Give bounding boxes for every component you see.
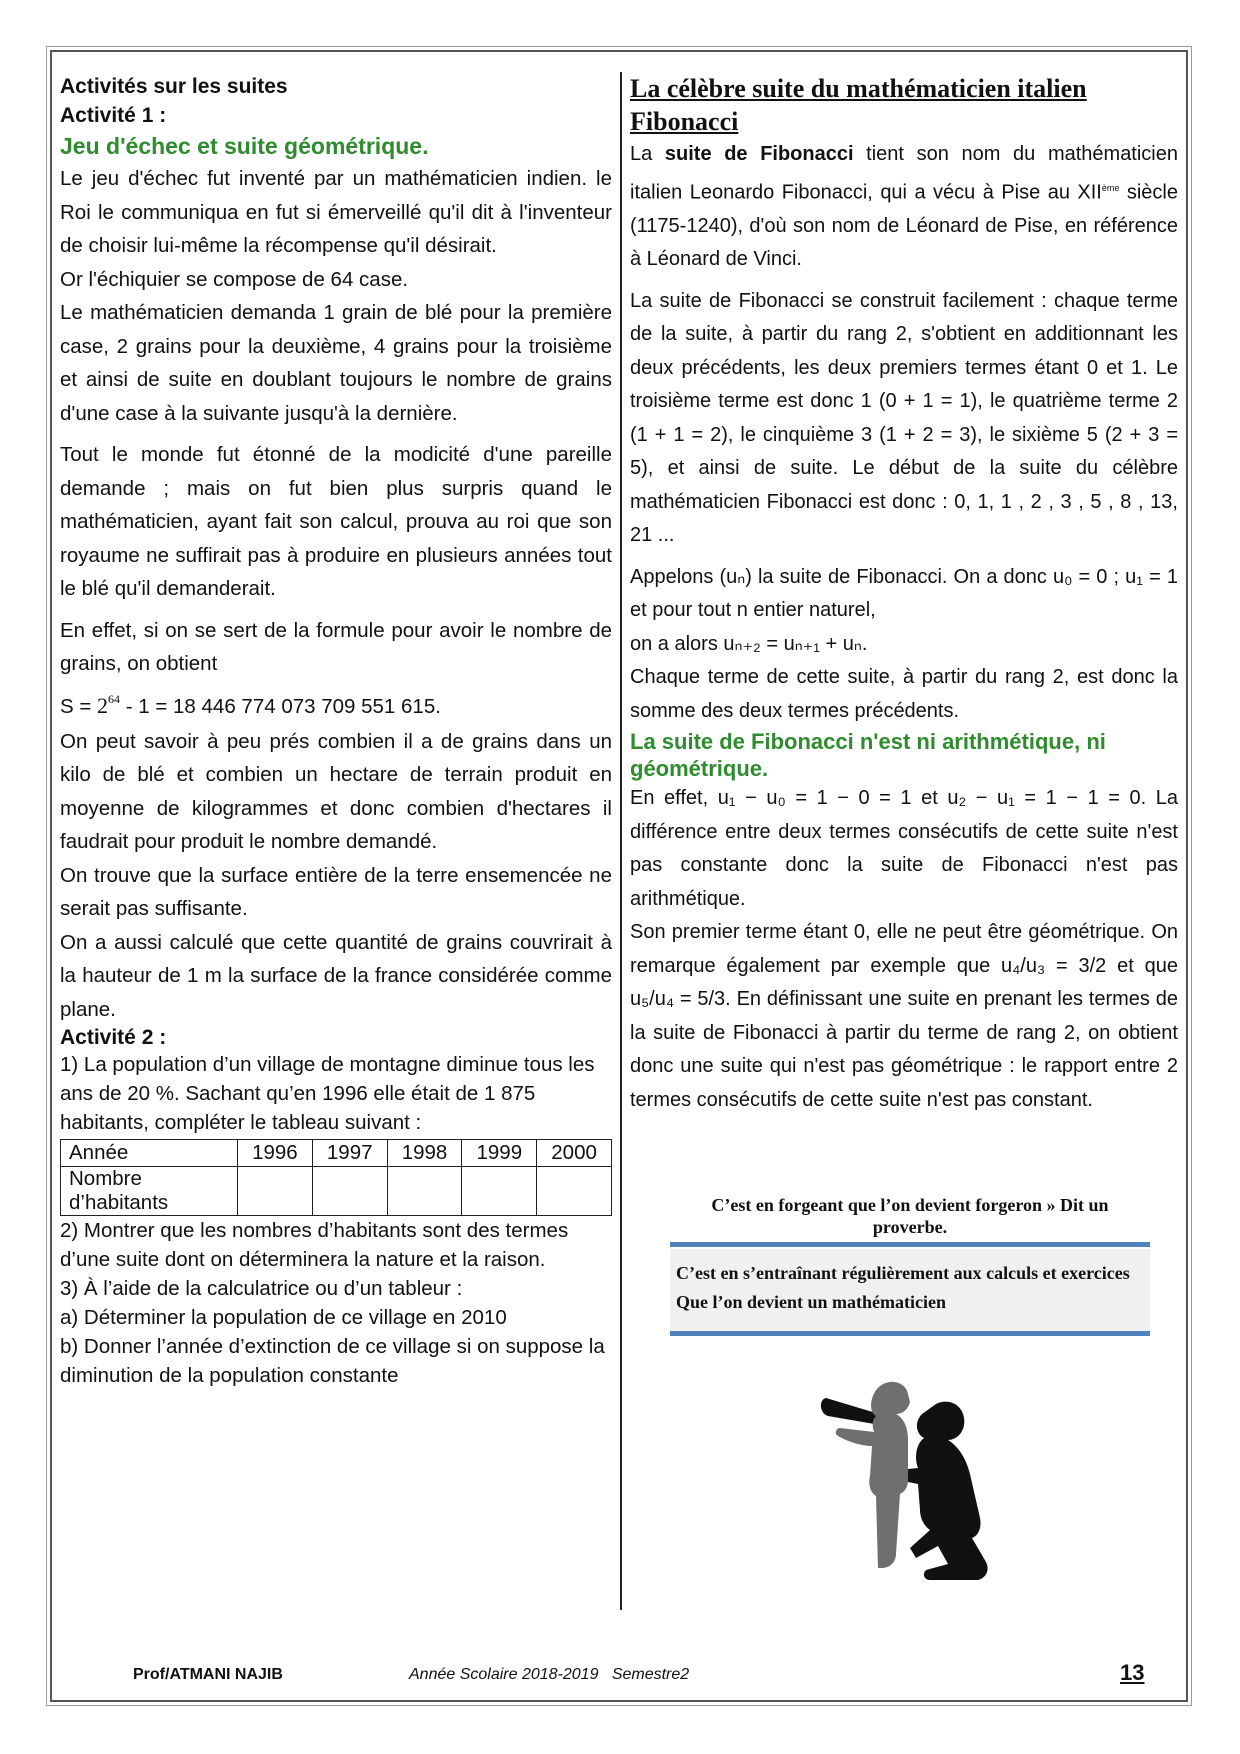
activity1-paragraph-6: On peut savoir à peu prés combien il a de grains dans un kilo de blé et combien un hectare de terrain produit en moyenne de kilogrammes et donc combien d'hectares il faudrait pour produit le nombre demandé.: [60, 729, 612, 853]
activity2-question-3a: a) Déterminer la population de ce village en 2010: [60, 1306, 507, 1329]
activity1-paragraph-7: On trouve que la surface entière de la terre ensemencée ne serait pas suffisante.: [60, 863, 612, 920]
teacher-child-silhouette-image: [808, 1376, 1026, 1594]
column-divider: [620, 72, 622, 1610]
activity2-label: Activité 2 :: [60, 1026, 167, 1049]
fibonacci-paragraph-3: Appelons (uₙ) la suite de Fibonacci. On a donc u₀ = 0 ; u₁ = 1 et pour tout n entier naturel,: [630, 565, 1178, 622]
activity1-paragraph-4: Tout le monde fut étonné de la modicité d'une pareille demande ; mais on fut bien plus surpris quand le mathématicien, ayant fait son calcul, prouva au roi que son royaume ne suffirait pas à produire en plusieurs années tout le blé qu'il demanderait.: [60, 443, 612, 600]
superscript: ème: [1101, 182, 1120, 193]
formula-exponent: 64: [108, 691, 121, 706]
table-year-cell: 1997: [312, 1140, 387, 1167]
fibonacci-paragraph-4: on a alors uₙ₊₂ = uₙ₊₁ + uₙ.: [630, 632, 868, 655]
quote-box: [670, 1190, 1150, 1336]
fibonacci-paragraph-2: La suite de Fibonacci se construit facilement : chaque terme de la suite, à partir du rang 2, s'obtient en additionnant les deux précédents, les deux premiers termes étant 0 et 1. Le troisième terme est donc 1 (0 + 1 = 1), le quatrième terme 2 (1 + 1 = 2), le cinquième 3 (1 + 2 = 3), le sixième 5 (2 + 3 = 5), et ainsi de suite. Le début de la suite du célèbre mathématicien Fibonacci est donc : 0, 1, 1 , 2 , 3 , 5 , 8 , 13, 21 ...: [630, 289, 1178, 547]
activity1-paragraph-5: En effet, si on se sert de la formule pour avoir le nombre de grains, on obtient: [60, 618, 612, 675]
footer-author: Prof/ATMANI NAJIB: [133, 1666, 283, 1683]
table-row: [61, 1140, 612, 1167]
activity1-title: Jeu d'échec et suite géométrique.: [60, 133, 429, 159]
fibonacci-title: La célèbre suite du mathématicien italien Fibonacci: [630, 74, 1087, 136]
text-run: La: [630, 143, 665, 165]
left-column: [60, 72, 612, 1390]
bold-term: suite de Fibonacci: [664, 143, 854, 165]
table-empty-cell[interactable]: [238, 1167, 313, 1216]
table-row: [61, 1167, 612, 1216]
activity1-label: Activité 1 :: [60, 104, 167, 127]
grain-formula: [60, 681, 612, 725]
activity2-question-3: 3) À l’aide de la calculatrice ou d’un tableur :: [60, 1277, 463, 1300]
activity2-question-1: 1) La population d’un village de montagne diminue tous les ans de 20 %. Sachant qu’en 1996 elle était de 1 875 habitants, compléter le tableau suivant :: [60, 1053, 595, 1134]
table-year-cell: 2000: [537, 1140, 612, 1167]
activity2-question-3b: b) Donner l’année d’extinction de ce village si on suppose la diminution de la population constante: [60, 1335, 605, 1387]
table-header-year: Année: [61, 1140, 238, 1167]
table-row-label: [61, 1167, 238, 1216]
activity1-paragraph-3: Le mathématicien demanda 1 grain de blé pour la première case, 2 grains pour la deuxième, 4 grains pour la troisième et ainsi de suite en doublant toujours le nombre de grains d'une case à la suivante jusqu'à la dernière.: [60, 301, 612, 425]
fibonacci-subtitle: La suite de Fibonacci n'est ni arithmétique, ni géométrique.: [630, 729, 1106, 782]
activity2-question-2: 2) Montrer que les nombres d’habitants sont des termes d’une suite dont on déterminera la nature et la raison.: [60, 1219, 569, 1271]
table-year-cell: 1998: [387, 1140, 462, 1167]
text-run: tient son nom du mathématicien italien Leonardo Fibonacci, qui a vécu à Pise au XII: [630, 143, 1178, 204]
right-column: [630, 72, 1178, 1117]
activity1-paragraph-2: Or l'échiquier se compose de 64 case.: [60, 267, 409, 291]
table-empty-cell[interactable]: [387, 1167, 462, 1216]
table-empty-cell[interactable]: [462, 1167, 537, 1216]
advice-text: C’est en s’entraînant régulièrement aux calculs et exercices Que l’on devient un mathématicien: [670, 1249, 1150, 1336]
table-empty-cell[interactable]: [312, 1167, 387, 1216]
table-empty-cell[interactable]: [537, 1167, 612, 1216]
table-year-cell: 1996: [238, 1140, 313, 1167]
fibonacci-paragraph-1: [630, 138, 1178, 277]
formula-result: - 1 = 18 446 774 073 709 551 615.: [120, 694, 441, 718]
formula-prefix: S =: [60, 694, 98, 718]
fibonacci-paragraph-6: En effet, u₁ − u₀ = 1 − 0 = 1 et u₂ − u₁ = 1 − 1 = 0. La différence entre deux termes consécutifs de cette suite n'est pas constante donc la suite de Fibonacci n'est pas arithmétique.: [630, 787, 1178, 910]
footer-school-year: Année Scolaire 2018-2019 Semestre2: [409, 1666, 690, 1683]
activity1-paragraph-8: On a aussi calculé que cette quantité de grains couvrirait à la hauteur de 1 m la surface de la france considérée comme plane.: [60, 930, 612, 1021]
proverb-text: C’est en forgeant que l’on devient forgeron » Dit un proverbe.: [670, 1190, 1150, 1247]
adult-silhouette: [894, 1402, 988, 1580]
text-run: siècle (1175-1240), d'où son nom de Léonard de Pise, en référence à Léonard de Vinci.: [630, 181, 1178, 271]
activity1-paragraph-1: Le jeu d'échec fut inventé par un mathématicien indien. le Roi le communiqua en fut si émerveillé qu'il dit à l'inventeur de choisir lui-même la récompense qu'il désirait.: [60, 167, 612, 257]
row-label-line-1: Nombre: [69, 1167, 142, 1190]
fibonacci-paragraph-7: Son premier terme étant 0, elle ne peut être géométrique. On remarque également par exemple que u₄/u₃ = 3/2 et que u₅/u₄ = 5/3. En définissant une suite en prenant les termes de la suite de Fibonacci à partir du terme de rang 2, on obtient donc une suite qui n'est pas géométrique : le rapport entre 2 termes consécutifs de cette suite n'est pas constant.: [630, 921, 1178, 1111]
page-number: 13: [1120, 1660, 1145, 1685]
formula-base: 2: [97, 692, 109, 718]
table-year-cell: 1999: [462, 1140, 537, 1167]
fibonacci-paragraph-5: Chaque terme de cette suite, à partir du rang 2, est donc la somme des deux termes précédents.: [630, 666, 1178, 722]
page-heading: Activités sur les suites: [60, 75, 288, 98]
row-label-line-2: d’habitants: [69, 1191, 169, 1214]
population-table: [60, 1139, 612, 1216]
